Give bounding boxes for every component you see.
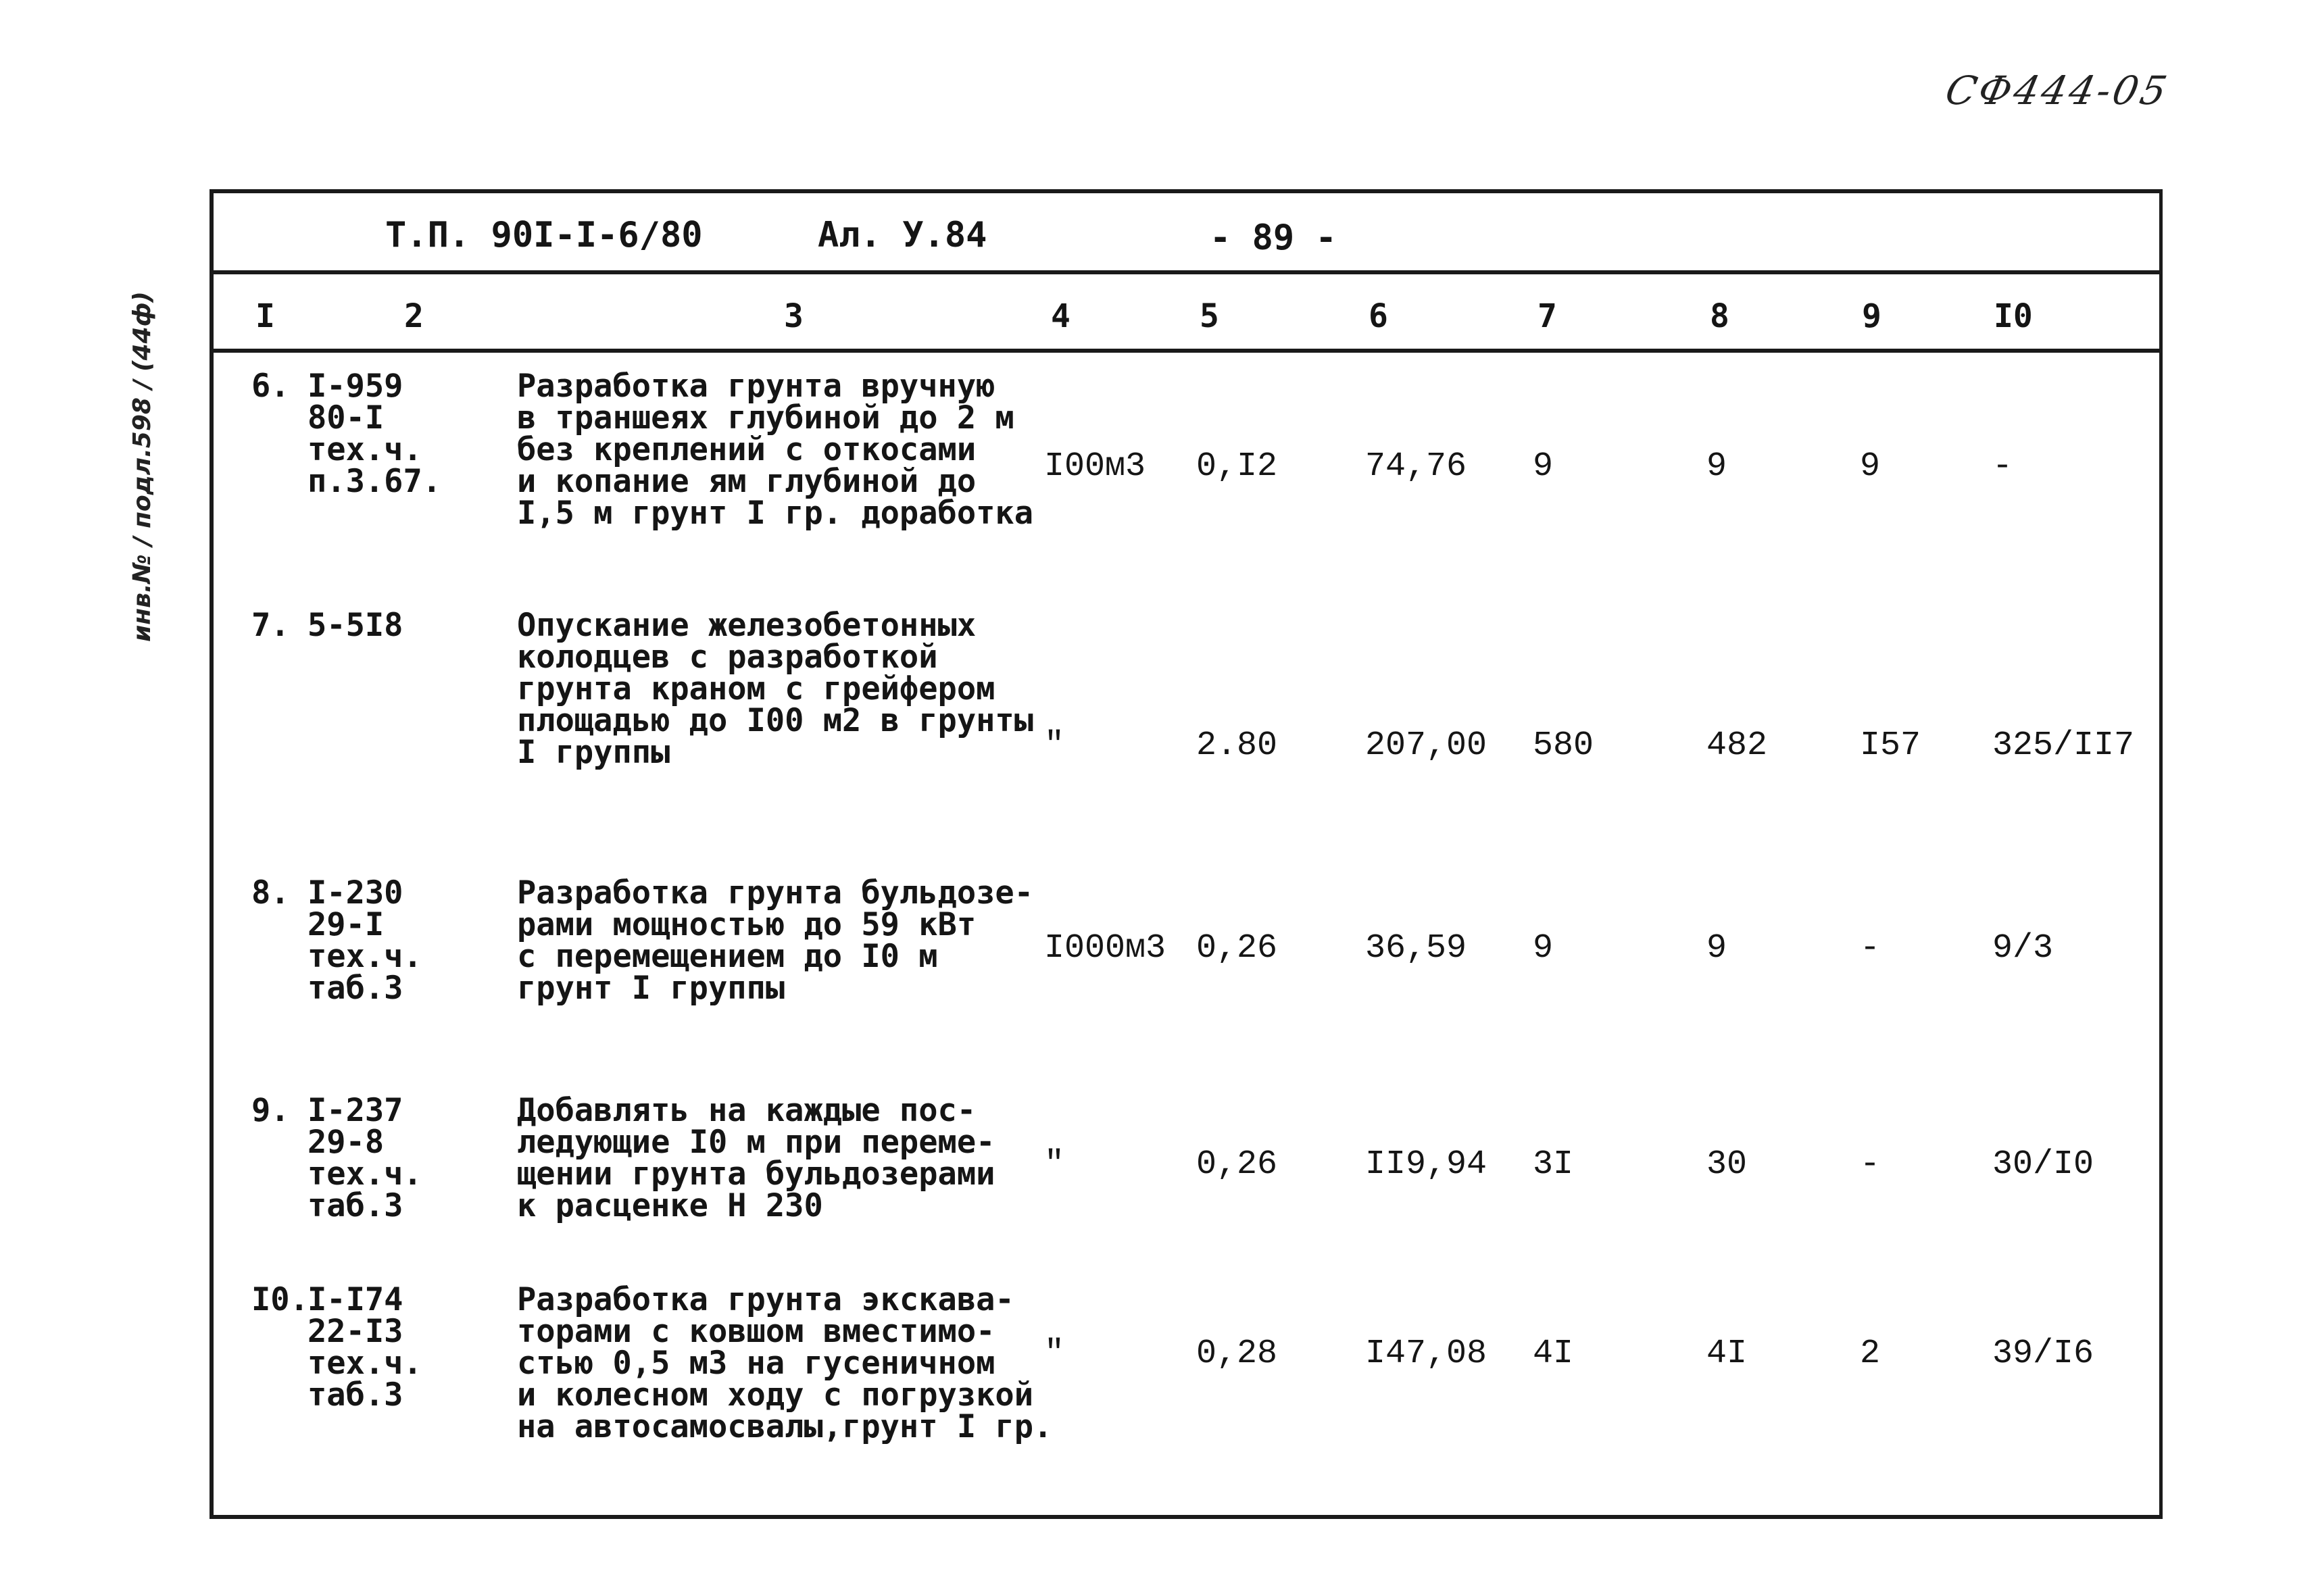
album-number: Ал. У.84 xyxy=(818,215,987,255)
row-number: 8. xyxy=(251,874,290,912)
row-description: Разработка грунта вручную в траншеях глубиной до 2 м без креплений с откосами и копание ям глубиной до I,5 м грунт I гр. доработка xyxy=(517,368,1034,532)
column-number: 7 xyxy=(1537,297,1557,335)
column-number: 9 xyxy=(1862,297,1881,335)
row-code: I-230 29-I тех.ч. таб.3 xyxy=(307,874,422,1007)
column-number: 5 xyxy=(1200,297,1219,335)
row-unit: " xyxy=(1044,1145,1065,1184)
row-number: 6. xyxy=(251,368,290,405)
row-description: Добавлять на каждые пос- ледующие I0 м при переме- щении грунта бульдозерами к расценке Н 230 xyxy=(517,1092,995,1224)
row-code: I-237 29-8 тех.ч. таб.3 xyxy=(307,1092,422,1224)
row-unit: " xyxy=(1044,1335,1065,1373)
header-divider xyxy=(214,270,2159,274)
row-col7: 4I xyxy=(1533,1335,1574,1373)
row-code: 5-5I8 xyxy=(307,607,403,644)
row-col9: 2 xyxy=(1860,1335,1881,1373)
row-number: 7. xyxy=(251,607,290,644)
row-col10: 39/I6 xyxy=(1992,1335,2094,1373)
row-description: Разработка грунта экскава- торами с ковшом вместимо- стью 0,5 м3 на гусеничном и колесном ходу с погрузкой на автосамосвалы,грунт I гр. xyxy=(517,1281,1053,1445)
row-col8: 4I xyxy=(1706,1335,1748,1373)
row-col9: - xyxy=(1860,929,1881,968)
column-header-divider xyxy=(214,349,2159,353)
row-col10: 30/I0 xyxy=(1992,1145,2094,1184)
column-number: 8 xyxy=(1710,297,1729,335)
row-price: I47,08 xyxy=(1365,1335,1487,1373)
row-price: 36,59 xyxy=(1365,929,1467,968)
row-price: II9,94 xyxy=(1365,1145,1487,1184)
row-quantity: 0,I2 xyxy=(1196,447,1278,486)
column-number: 2 xyxy=(404,297,424,335)
row-description: Опускание железобетонных колодцев с разработкой грунта краном с грейфером площадью до I00 м2 в грунты I группы xyxy=(517,607,1034,771)
row-unit: " xyxy=(1044,726,1065,765)
column-number: 4 xyxy=(1051,297,1070,335)
row-quantity: 2.80 xyxy=(1196,726,1278,765)
document-stamp: СФ444-05 xyxy=(1941,68,2173,114)
row-col7: 9 xyxy=(1533,929,1554,968)
row-number: 9. xyxy=(251,1092,290,1129)
row-col10: 325/II7 xyxy=(1992,726,2135,765)
row-col7: 9 xyxy=(1533,447,1554,486)
row-price: 74,76 xyxy=(1365,447,1467,486)
row-col8: 482 xyxy=(1706,726,1768,765)
row-unit: I000м3 xyxy=(1044,929,1166,968)
row-number: I0. xyxy=(251,1281,309,1318)
column-number: 6 xyxy=(1369,297,1388,335)
row-unit: I00м3 xyxy=(1044,447,1146,486)
row-code: I-959 80-I тех.ч. п.3.67. xyxy=(307,368,442,500)
table-frame xyxy=(210,189,2163,1519)
row-col8: 30 xyxy=(1706,1145,1748,1184)
row-quantity: 0,26 xyxy=(1196,929,1278,968)
column-number: I xyxy=(255,297,275,335)
column-number: 3 xyxy=(784,297,804,335)
row-col10: 9/3 xyxy=(1992,929,2054,968)
column-number: I0 xyxy=(1994,297,2033,335)
row-col7: 580 xyxy=(1533,726,1594,765)
page-number: - 89 - xyxy=(1210,218,1337,258)
side-margin-note: инв.№ / подл.598 / (44ф) xyxy=(128,291,156,642)
row-col9: - xyxy=(1860,1145,1881,1184)
row-code: I-I74 22-I3 тех.ч. таб.3 xyxy=(307,1281,422,1414)
doc-code: Т.П. 90I-I-6/80 xyxy=(385,215,703,255)
row-col8: 9 xyxy=(1706,447,1727,486)
row-description: Разработка грунта бульдозе- рами мощностью до 59 кВт с перемещением до I0 м грунт I группы xyxy=(517,874,1034,1007)
row-col7: 3I xyxy=(1533,1145,1574,1184)
row-col10: - xyxy=(1992,447,2013,486)
row-quantity: 0,26 xyxy=(1196,1145,1278,1184)
row-col9: 9 xyxy=(1860,447,1881,486)
row-quantity: 0,28 xyxy=(1196,1335,1278,1373)
row-col8: 9 xyxy=(1706,929,1727,968)
row-price: 207,00 xyxy=(1365,726,1487,765)
row-col9: I57 xyxy=(1860,726,1921,765)
